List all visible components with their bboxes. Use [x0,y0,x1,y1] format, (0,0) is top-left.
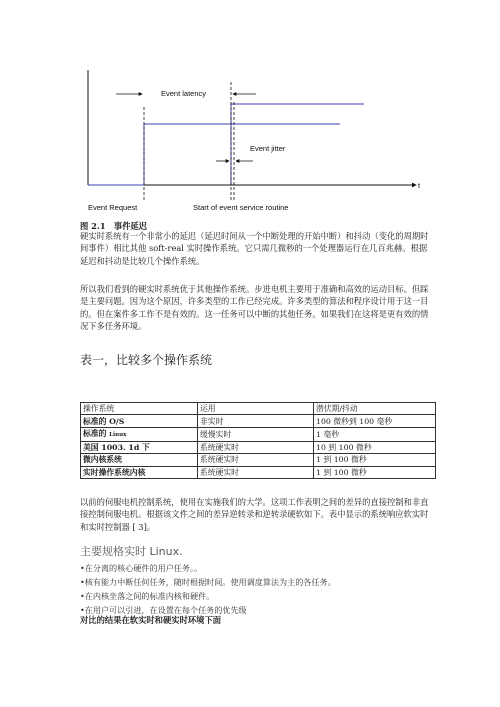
timing-diagram [78,62,428,220]
cell-os-suffix: Linux [109,431,127,438]
cell-use: 系统硬实时 [198,466,314,478]
header-use: 运用 [198,403,314,415]
list-item: •在分离的核心硬件的用户任务。。 [80,563,203,573]
cell-os-text: 标准的 [83,428,107,438]
cell-latency: 1 到 100 微秒 [314,454,436,466]
cell-os: 微内核系统 [81,454,198,466]
header-os: 操作系统 [81,403,198,415]
cell-use: 系统硬实时 [198,441,314,453]
cell-use: 缓慢实时 [198,427,314,441]
cell-latency: 100 微秒到 100 毫秒 [314,415,436,427]
paragraph-stepper: 所以我们看到的硬实时系统优于其他操作系统。步进电机主要用于准确和高效的运动目标。但踩是主要问题。因为这个原因，许多类型的工作已经完成。许多类型的算法和程序设计用于这一目的。但在案件多工作不是有效的。这一任务可以中断的其他任务。如果我们在这将是更有效的情况下多任务环境。 [80,284,429,331]
os-comparison-table [80,402,436,479]
t-axis-label: t [418,181,421,190]
start-service-label: Start of event service routine [193,203,289,212]
event-timing-figure [78,62,428,220]
linux-spec-list [80,561,440,617]
figure-caption: 图 2.1 事件延迟 [80,221,148,231]
linux-spec-heading: 主要规格实时 Linux. [80,545,183,558]
event-request-label: Event Request [88,203,138,212]
request-signal-line [88,124,340,185]
header-latency: 潜伏期/抖动 [314,403,436,415]
table-row [81,441,436,453]
table-row [81,427,436,441]
event-jitter-label: Event jitter [250,144,286,153]
table-row [81,454,436,466]
cell-use: 系统硬实时 [198,454,314,466]
event-latency-label: Event latency [161,89,207,98]
list-item: •在内核坐落之间的标准内核和硬件。 [80,591,215,601]
paragraph-servo: 以前的伺服电机控制系统，使用在实施我们的大学。这项工作表明之间的差异的直接控制和非直接控制伺服电机。根据该文件之间的差异逆转录和逆转录硬软如下。表中显示的系统响应软实时和实时控制器 [ 3]。 [80,497,429,532]
table-row [81,415,436,427]
cell-latency: 1 到 100 微秒 [314,466,436,478]
cell-os: 美国 1003. 1d 下 [81,441,198,453]
cell-use: 非实时 [198,415,314,427]
paragraph-latency: 硬实时系统有一个非常小的延迟（延迟时间从一个中断处理的开始中断）和抖动（变化的周期时间事件）相比其他 soft-real 实时操作系统。它只需几微秒的一个处理器运行在几百兆赫。根据延迟和抖动是比较几个操作系统。 [80,231,429,266]
table-row [81,466,436,478]
cell-os: 实时操作系统内核 [81,466,198,478]
cell-os: 标准的 O/S [81,415,198,427]
cell-os [81,427,198,441]
cell-latency: 10 到 100 微秒 [314,441,436,453]
table-section-heading: 表一，比较多个操作系统 [80,353,213,367]
list-item: •核有能力中断任何任务，随时根据时间。使用调度算法为主的各任务。 [80,577,336,587]
cell-latency: 1 毫秒 [314,427,436,441]
list-item: •在用户可以引进，在设置在每个任务的优先级 [80,605,247,615]
closing-line: 对比的结果在软实时和硬实时环境下面 [80,615,222,625]
table-header-row [81,403,436,415]
